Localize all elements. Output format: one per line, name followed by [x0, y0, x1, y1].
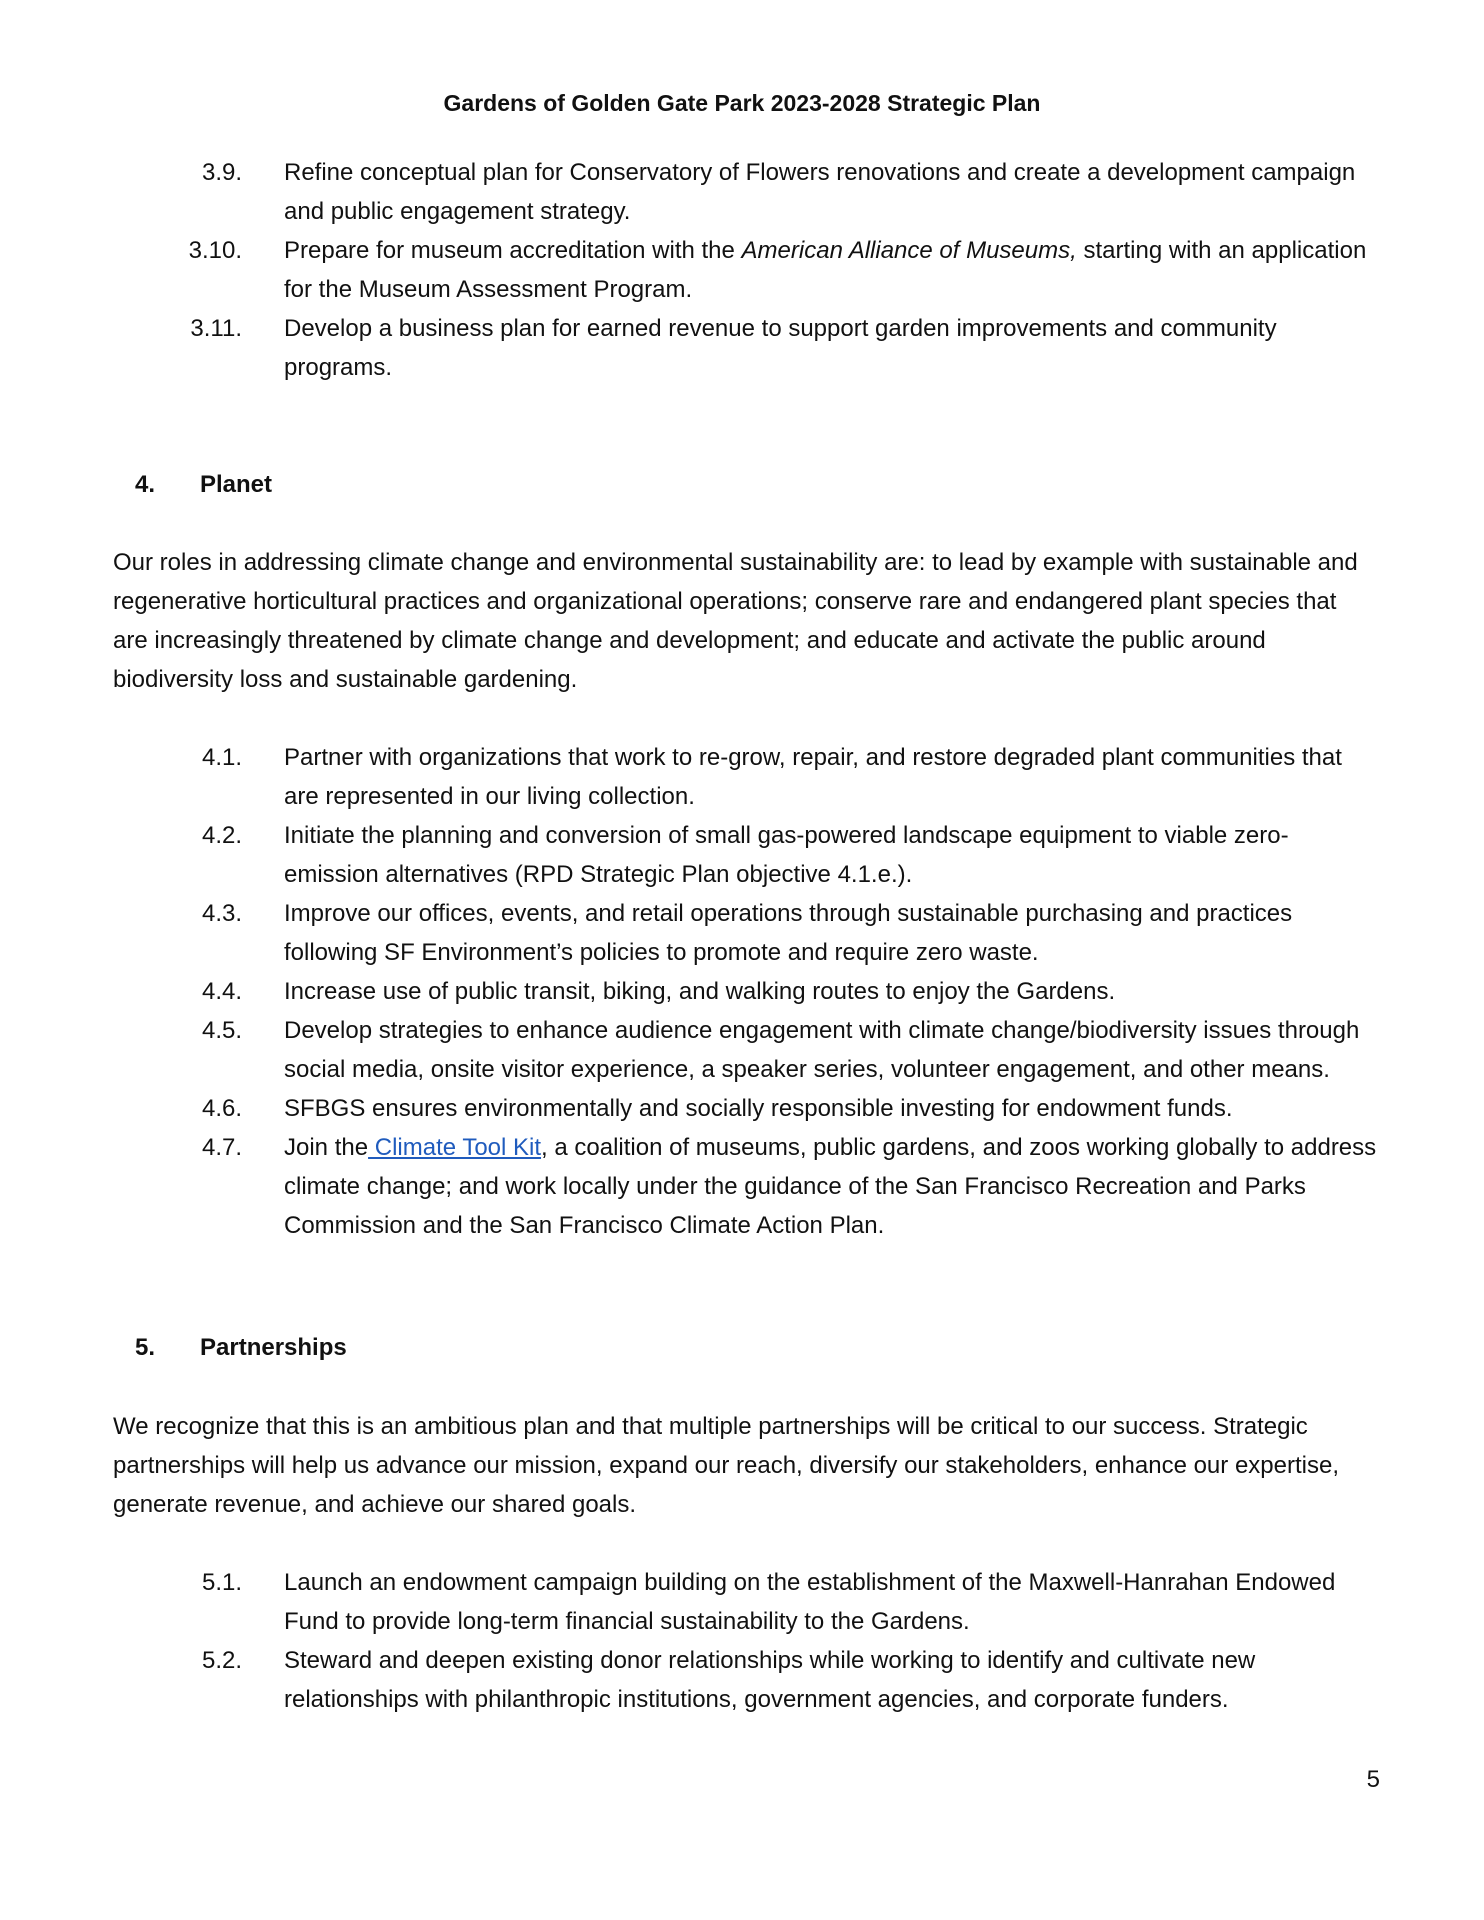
section-3-list: [150, 153, 1380, 387]
list-item: [150, 1563, 1380, 1641]
item-number: 5.1.: [201, 1569, 242, 1596]
list-item: [150, 738, 1380, 816]
item-number: 4.7.: [201, 1134, 242, 1161]
item-text: Develop strategies to enhance audience engagement with climate change/biodiversity issues through social media, onsite visitor experience, a speaker series, volunteer engagement, and other means.: [284, 1017, 1360, 1083]
list-item: [150, 231, 1380, 309]
section-title: Planet: [200, 471, 273, 498]
section-number: 4.: [135, 471, 156, 498]
item-text: Refine conceptual plan for Conservatory of Flowers renovations and create a development campaign and public engagement strategy.: [284, 159, 1356, 225]
item-text: Increase use of public transit, biking, and walking routes to enjoy the Gardens.: [284, 978, 1116, 1005]
item-text: SFBGS ensures environmentally and socially responsible investing for endowment funds.: [284, 1095, 1233, 1122]
section-5-intro: We recognize that this is an ambitious plan and that multiple partnerships will be critical to our success. Strategic partnerships will help us advance our mission, expand our reach, diversify our stakeholders, enhance our expertise, generate revenue, and achieve our shared goals.: [113, 1413, 1339, 1518]
list-item: [150, 972, 1380, 1011]
item-text: Develop a business plan for earned revenue to support garden improvements and community programs.: [284, 315, 1277, 381]
page-number: 5: [1366, 1766, 1380, 1793]
list-item: [150, 894, 1380, 972]
section-4-list: [150, 738, 1380, 1245]
item-text-before: Prepare for museum accreditation with the: [284, 237, 742, 264]
list-item: [150, 1128, 1380, 1245]
section-4-intro: Our roles in addressing climate change and environmental sustainability are: to lead by example with sustainable and regenerative horticultural practices and organizational operations; conserve rare and endangered plant species that are increasingly threatened by climate change and development; and educate and activate the public around biodiversity loss and sustainable gardening.: [113, 549, 1358, 693]
list-item: [150, 309, 1380, 387]
item-number: 4.4.: [201, 978, 242, 1005]
section-5-list: [150, 1563, 1380, 1719]
item-text: Initiate the planning and conversion of small gas-powered landscape equipment to viable zero-emission alternatives (RPD Strategic Plan objective 4.1.e.).: [284, 822, 1289, 888]
item-text: Steward and deepen existing donor relationships while working to identify and cultivate new relationships with philanthropic institutions, government agencies, and corporate funders.: [284, 1647, 1256, 1713]
list-item: [150, 1089, 1380, 1128]
item-text-after: , a coalition of museums, public gardens, and zoos working globally to address climate change; and work locally under the guidance of the San Francisco Recreation and Parks Commission and the San Francisco Climate Action Plan.: [284, 1134, 1377, 1239]
list-item: [150, 153, 1380, 231]
item-text-after: starting with an application for the Museum Assessment Program.: [284, 237, 1367, 303]
item-number: 4.2.: [201, 822, 242, 849]
italic-organization-name: American Alliance of Museums,: [741, 237, 1077, 264]
item-text: [284, 1128, 1380, 1245]
item-text-before: Join the: [284, 1134, 369, 1161]
page-header-title: Gardens of Golden Gate Park 2023-2028 Strategic Plan: [443, 90, 1041, 116]
item-text: Launch an endowment campaign building on the establishment of the Maxwell-Hanrahan Endowed Fund to provide long-term financial sustainability to the Gardens.: [284, 1569, 1336, 1635]
item-number: 4.1.: [201, 744, 242, 771]
item-number: 3.10.: [188, 237, 242, 264]
section-4-heading: [135, 465, 272, 504]
section-title: Partnerships: [200, 1334, 347, 1361]
item-number: 3.11.: [190, 315, 242, 342]
section-5-heading: [135, 1328, 347, 1367]
list-item: [150, 1641, 1380, 1719]
item-text: Improve our offices, events, and retail operations through sustainable purchasing and practices following SF Environment’s policies to promote and require zero waste.: [284, 900, 1293, 966]
climate-tool-kit-link[interactable]: Climate Tool Kit: [368, 1134, 542, 1161]
item-number: 3.9.: [201, 159, 242, 186]
item-number: 4.6.: [201, 1095, 242, 1122]
item-text: [284, 231, 1380, 309]
list-item: [150, 816, 1380, 894]
item-number: 5.2.: [201, 1647, 242, 1674]
item-number: 4.5.: [201, 1017, 242, 1044]
section-number: 5.: [135, 1334, 156, 1361]
list-item: [150, 1011, 1380, 1089]
item-text: Partner with organizations that work to re-grow, repair, and restore degraded plant communities that are represented in our living collection.: [284, 744, 1342, 810]
item-number: 4.3.: [201, 900, 242, 927]
